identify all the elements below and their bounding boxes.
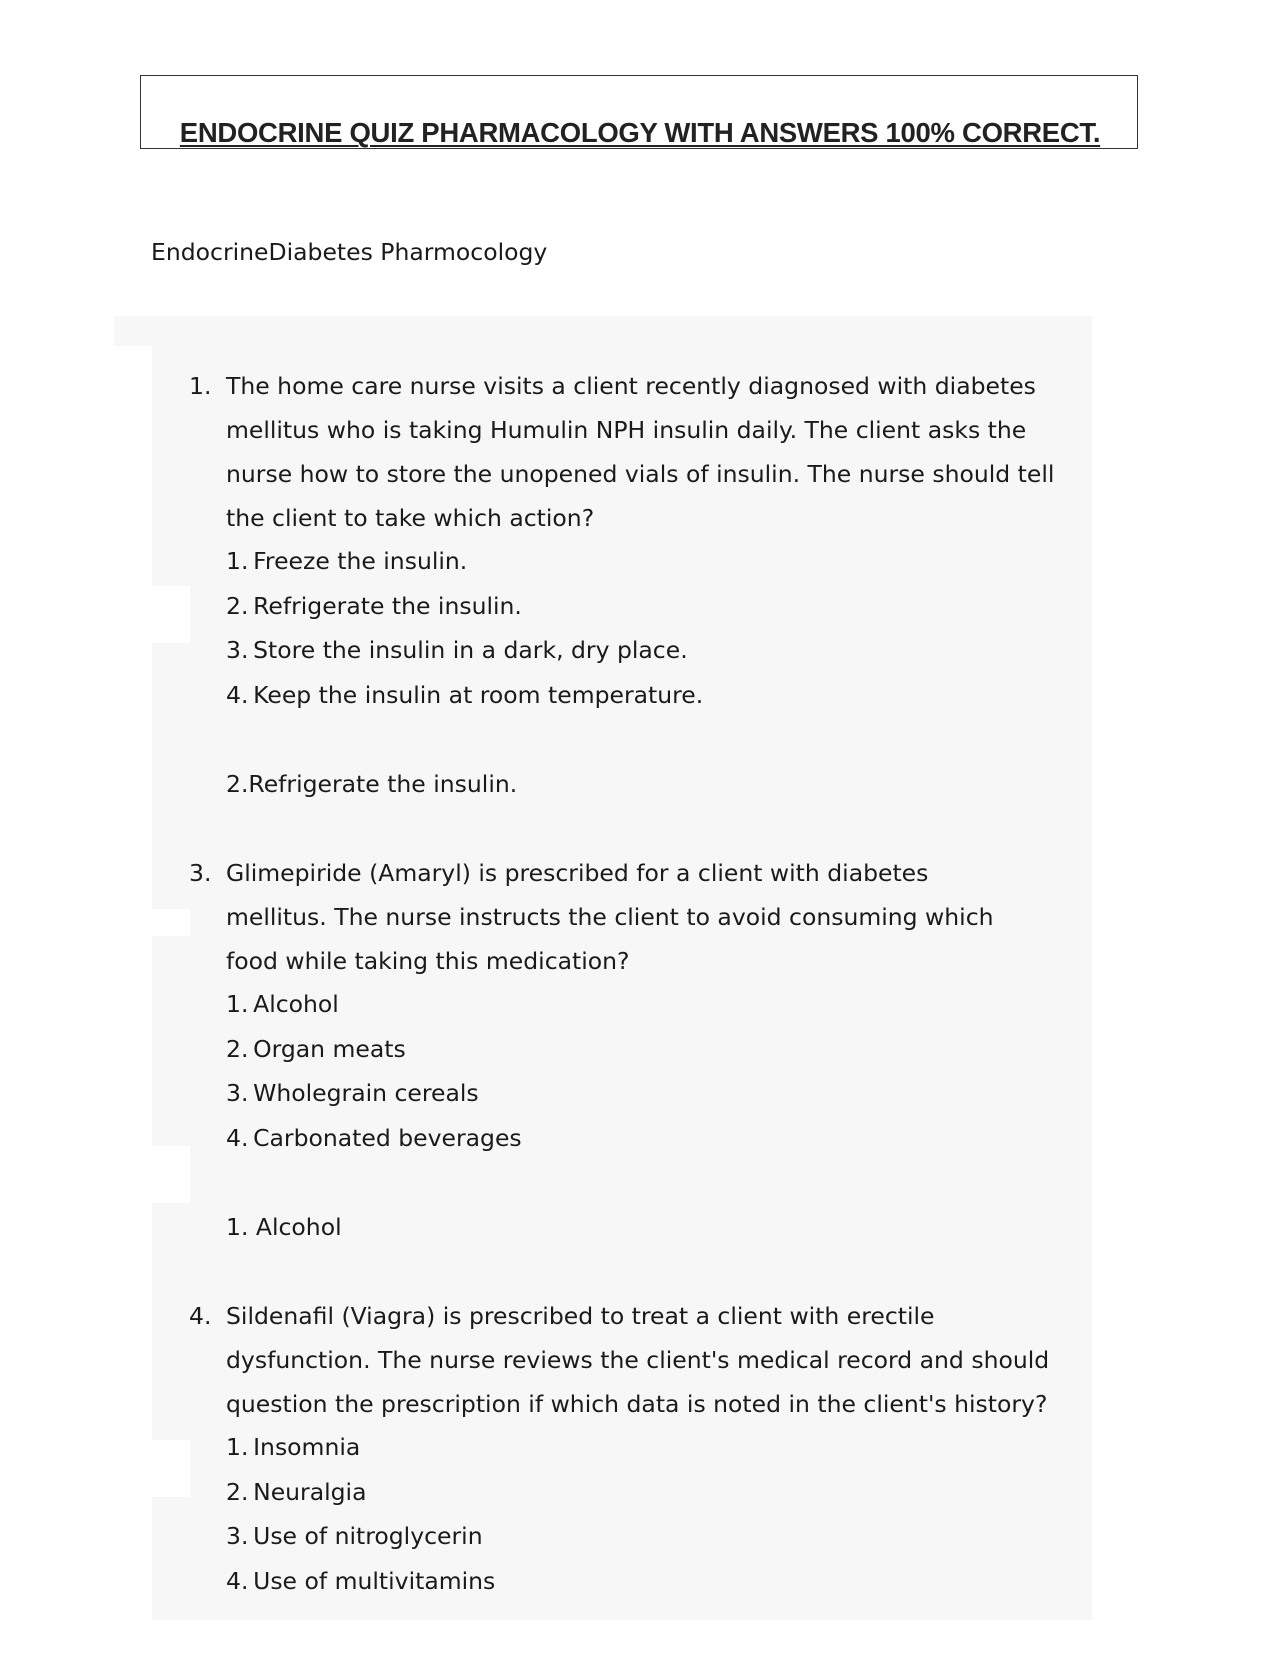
answer-option: 2. Refrigerate the insulin. — [226, 592, 522, 620]
question-text-line: mellitus who is taking Humulin NPH insulin daily. The client asks the — [226, 416, 1027, 444]
background-notch — [152, 586, 190, 643]
question-text-line: The home care nurse visits a client recently diagnosed with diabetes — [226, 372, 1036, 400]
background-notch — [152, 909, 190, 936]
document-title: ENDOCRINE QUIZ PHARMACOLOGY WITH ANSWERS 100% CORRECT. — [179, 117, 1101, 148]
answer-option: 1. Freeze the insulin. — [226, 547, 468, 575]
answer-option: 1. Insomnia — [226, 1433, 361, 1461]
answer-option: 2. Neuralgia — [226, 1478, 367, 1506]
question-number: 3. — [189, 859, 212, 887]
document-subtitle: EndocrineDiabetes Pharmocology — [151, 238, 548, 266]
background-notch — [152, 1146, 190, 1203]
answer-option: 2. Organ meats — [226, 1035, 406, 1063]
question-text-line: food while taking this medication? — [226, 947, 630, 975]
correct-answer: 2.Refrigerate the insulin. — [226, 770, 518, 798]
question-number: 1. — [189, 372, 212, 400]
question-text-line: the client to take which action? — [226, 504, 595, 532]
question-text-line: Sildenafil (Viagra) is prescribed to treat a client with erectile — [226, 1302, 935, 1330]
question-text-line: question the prescription if which data is noted in the client's history? — [226, 1390, 1048, 1418]
answer-option: 1. Alcohol — [226, 990, 339, 1018]
question-text-line: dysfunction. The nurse reviews the client's medical record and should — [226, 1346, 1050, 1374]
answer-option: 3. Store the insulin in a dark, dry place. — [226, 636, 688, 664]
content-background-tab — [114, 316, 154, 346]
answer-option: 4. Use of multivitamins — [226, 1567, 496, 1595]
answer-option: 4. Keep the insulin at room temperature. — [226, 681, 704, 709]
answer-option: 4. Carbonated beverages — [226, 1124, 522, 1152]
question-text-line: nurse how to store the unopened vials of insulin. The nurse should tell — [226, 460, 1055, 488]
correct-answer: 1. Alcohol — [226, 1213, 342, 1241]
question-text-line: Glimepiride (Amaryl) is prescribed for a client with diabetes — [226, 859, 929, 887]
question-number: 4. — [189, 1302, 212, 1330]
document-title-box — [140, 75, 1138, 149]
question-text-line: mellitus. The nurse instructs the client to avoid consuming which — [226, 903, 994, 931]
answer-option: 3. Wholegrain cereals — [226, 1079, 479, 1107]
answer-option: 3. Use of nitroglycerin — [226, 1522, 483, 1550]
background-notch — [152, 1440, 190, 1497]
